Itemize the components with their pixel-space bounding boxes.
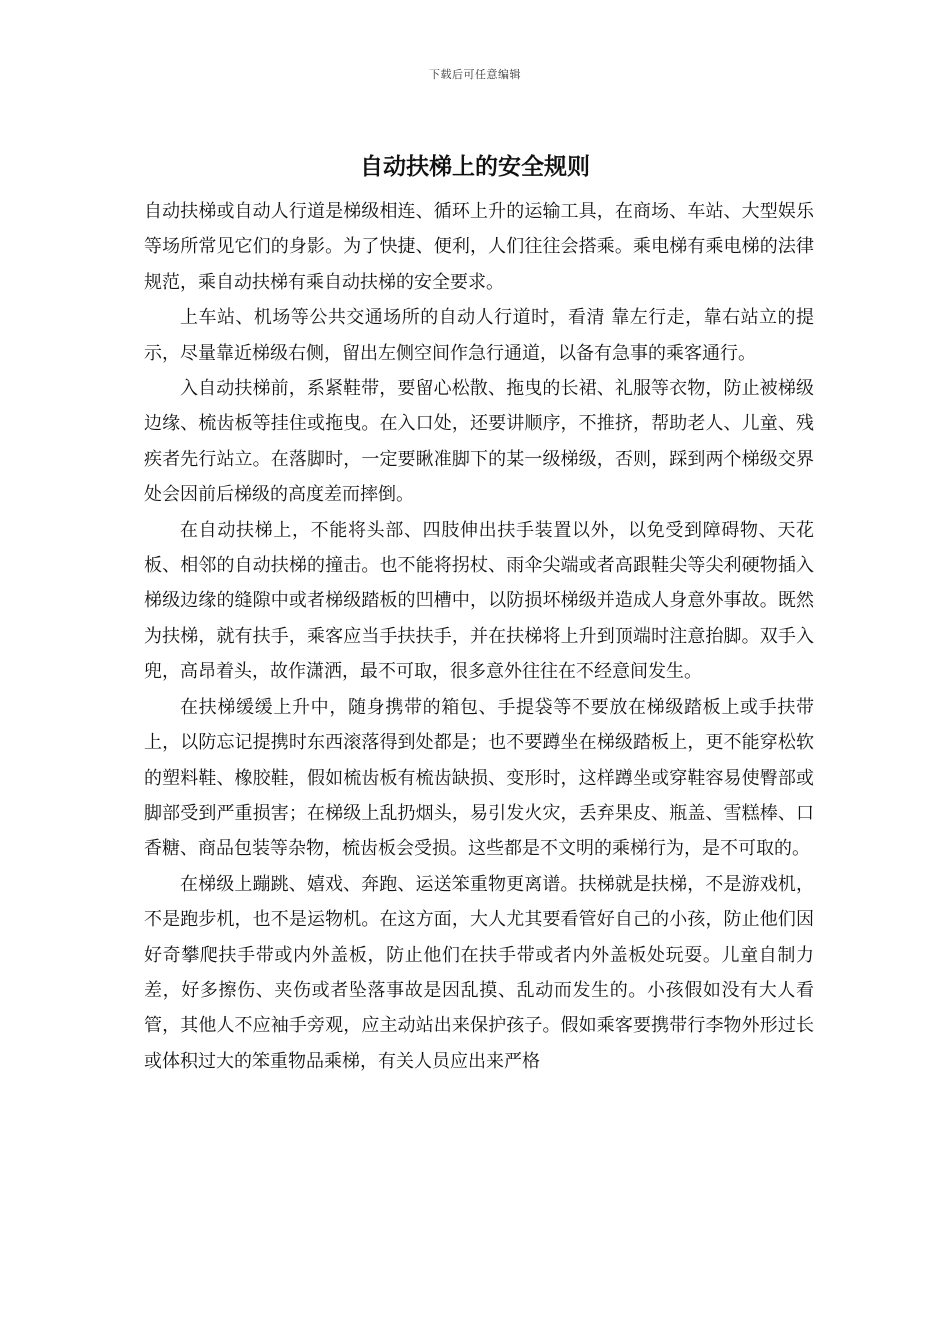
paragraph-6: 在梯级上蹦跳、嬉戏、奔跑、运送笨重物更离谱。扶梯就是扶梯，不是游戏机，不是跑步机，也不是运物机。在这方面，大人尤其要看管好自己的小孩，防止他们因好奇攀爬扶手带或内外盖板，防止他们在扶手带或者内外盖板处玩耍。儿童自制力差，好多擦伤、夹伤或者坠落事故是因乱摸、乱动而发生的。小孩假如没有大人看管，其他人不应袖手旁观，应主动站出来保护孩子。假如乘客要携带行李物外形过长或体积过大的笨重物品乘梯，有关人员应出来严格 [144,873,814,1072]
paragraph-5: 在扶梯缓缓上升中，随身携带的箱包、手提袋等不要放在梯级踏板上或手扶带上，以防忘记提携时东西滚落得到处都是；也不要蹲坐在梯级踏板上，更不能穿松软的塑料鞋、橡胶鞋，假如梳齿板有梳齿缺损、变形时，这样蹲坐或穿鞋容易使臀部或脚部受到严重损害；在梯级上乱扔烟头，易引发火灾，丢弃果皮、瓶盖、雪糕棒、口香糖、商品包装等杂物，梳齿板会受损。这些都是不文明的乘梯行为，是不可取的。 [144,696,814,860]
document-body [144,194,814,1079]
paragraph-2: 上车站、机场等公共交通场所的自动人行道时，看清 靠左行走，靠右站立的提示，尽量靠近梯级右侧，留出左侧空间作急行通道，以备有急事的乘客通行。 [144,307,814,364]
header-note: 下载后可任意编辑 [429,68,521,81]
paragraph-1: 自动扶梯或自动人行道是梯级相连、循环上升的运输工具，在商场、车站、大型娱乐等场所常见它们的身影。为了快捷、便利，人们往往会搭乘。乘电梯有乘电梯的法律规范，乘自动扶梯有乘自动扶梯的安全要求。 [144,201,814,293]
document-title: 自动扶梯上的安全规则 [360,154,590,180]
paragraph-3: 入自动扶梯前，系紧鞋带，要留心松散、拖曳的长裙、礼服等衣物，防止被梯级边缘、梳齿板等挂住或拖曳。在入口处，还要讲顺序，不推挤，帮助老人、儿童、残疾者先行站立。在落脚时，一定要瞅准脚下的某一级梯级，否则，踩到两个梯级交界处会因前后梯级的高度差而摔倒。 [144,378,814,506]
paragraph-4: 在自动扶梯上，不能将头部、四肢伸出扶手装置以外，以免受到障碍物、天花板、相邻的自动扶梯的撞击。也不能将拐杖、雨伞尖端或者高跟鞋尖等尖利硬物插入梯级边缘的缝隙中或者梯级踏板的凹槽中，以防损坏梯级并造成人身意外事故。既然为扶梯，就有扶手，乘客应当手扶扶手，并在扶梯将上升到顶端时注意抬脚。双手入兜，高昂着头，故作潇洒，最不可取，很多意外往往在不经意间发生。 [144,519,814,683]
